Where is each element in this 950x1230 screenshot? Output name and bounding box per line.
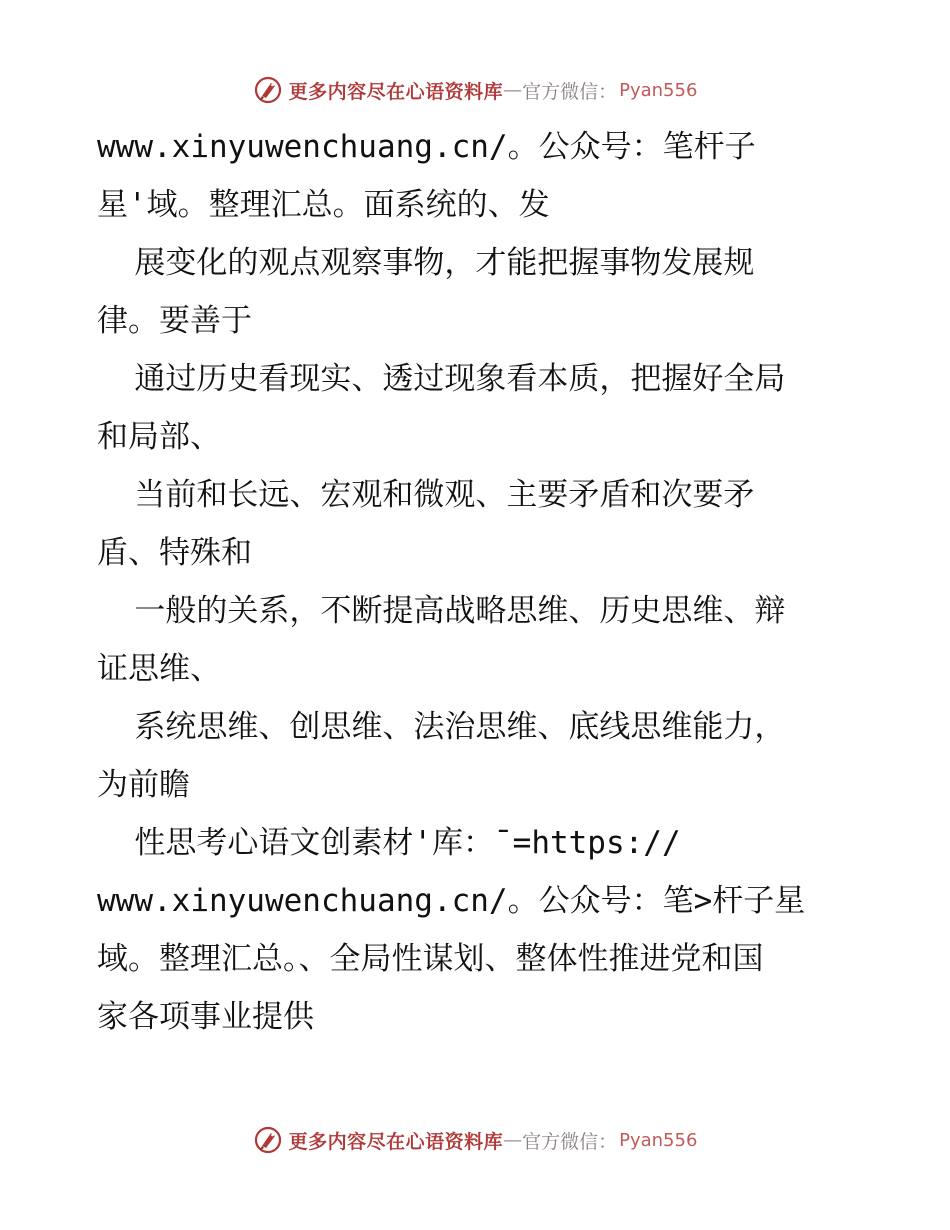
text-line: 为前瞻 [97, 767, 190, 803]
text-line: 通过历史看现实、透过现象看本质，把握好全局 [97, 361, 786, 397]
footer-separator: — [503, 1129, 523, 1151]
header-subtitle: 官方微信： [522, 80, 618, 103]
footer-wechat-handle: Pyan556 [619, 1129, 698, 1151]
footer-site-text: 更多内容尽在心语资料库 [288, 1130, 504, 1153]
text-line: www.xinyuwenchuang.cn/。公众号：笔杆子 [97, 129, 756, 165]
text-line: 盾、特殊和 [97, 535, 252, 571]
pen-nib-logo-icon [253, 75, 283, 105]
header-site-text: 更多内容尽在心语资料库 [288, 80, 504, 103]
text-line: 一般的关系，不断提高战略思维、历史思维、辩 [97, 593, 786, 629]
header-banner [0, 70, 950, 110]
header-separator: — [503, 79, 523, 101]
header-wechat-handle: Pyan556 [619, 79, 698, 101]
text-line: 星'域。整理汇总。面系统的、发 [97, 187, 550, 223]
text-line: 展变化的观点观察事物，才能把握事物发展规 [97, 245, 755, 281]
text-line: www.xinyuwenchuang.cn/。公众号：笔>杆子星 [97, 883, 806, 919]
footer-banner [0, 1120, 950, 1160]
text-line: 当前和长远、宏观和微观、主要矛盾和次要矛 [97, 477, 755, 513]
text-line: 性思考心语文创素材'库：¯=https:// [97, 825, 681, 861]
pen-nib-logo-icon [253, 1125, 283, 1155]
text-line: 证思维、 [97, 651, 221, 687]
text-line: 家各项事业提供 [97, 999, 314, 1035]
text-line: 律。要善于 [97, 303, 252, 339]
text-line: 和局部、 [97, 419, 221, 455]
body-text [97, 118, 897, 1046]
text-line: 系统思维、创思维、法治思维、底线思维能力， [97, 709, 786, 745]
footer-subtitle: 官方微信： [522, 1130, 618, 1153]
text-line: 域。整理汇总。、全局性谋划、整体性推进党和国 [97, 941, 764, 977]
